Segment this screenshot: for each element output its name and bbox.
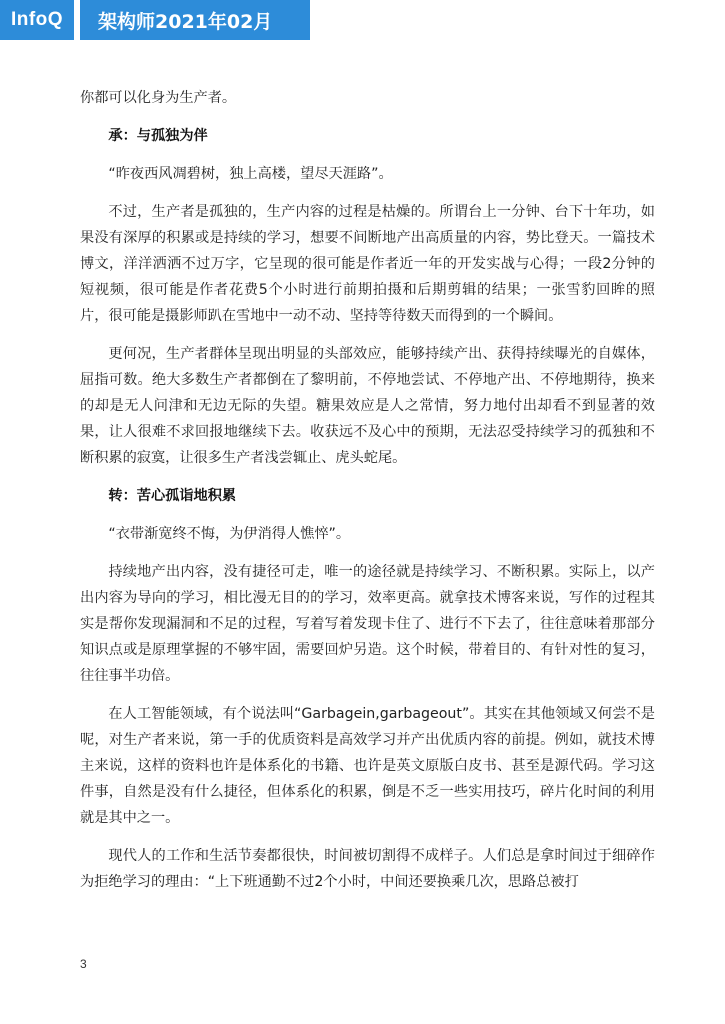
infoq-logo: InfoQ	[0, 0, 74, 40]
section-heading-1: 承：与孤独为伴	[108, 128, 208, 144]
section-quote-1: “昨夜西风凋碧树，独上高楼，望尽天涯路”。	[108, 166, 393, 182]
section-quote-2: “衣带渐宽终不悔，为伊消得人憔悴”。	[108, 526, 351, 542]
paragraph: 不过，生产者是孤独的，生产内容的过程是枯燥的。所谓台上一分钟、台下十年功，如果没有深厚的积累或是持续的学习，想要不间断地产出高质量的内容，势比登天。一篇技术博文，洋洋洒洒不过万字，它呈现的很可能是作者近一年的开发实战与心得；一段2分钟的短视频，很可能是作者花费5个小时进行前期拍摄和后期剪辑的结果；一张雪豹回眸的照片，很可能是摄影师趴在雪地中一动不动、坚持等待数天而得到的一个瞬间。	[80, 204, 655, 324]
issue-title: 架构师2021年02月	[80, 0, 310, 40]
article-body	[80, 85, 655, 907]
paragraph: 持续地产出内容，没有捷径可走，唯一的途径就是持续学习、不断积累。实际上，以产出内容为导向的学习，相比漫无目的的学习，效率更高。就拿技术博客来说，写作的过程其实是帮你发现漏洞和不足的过程，写着写着发现卡住了、进行不下去了，往往意味着那部分知识点或是原理掌握的不够牢固，需要回炉另造。这个时候，带着目的、有针对性的复习，往往事半功倍。	[80, 564, 655, 684]
page-number: 3	[80, 957, 87, 971]
paragraph: 更何况，生产者群体呈现出明显的头部效应，能够持续产出、获得持续曝光的自媒体，屈指可数。绝大多数生产者都倒在了黎明前，不停地尝试、不停地产出、不停地期待，换来的却是无人问津和无边无际的失望。糖果效应是人之常情，努力地付出却看不到显著的效果，让人很难不求回报地继续下去。收获远不及心中的预期，无法忍受持续学习的孤独和不断积累的寂寞，让很多生产者浅尝辄止、虎头蛇尾。	[80, 346, 655, 466]
section-heading-2: 转：苦心孤诣地积累	[108, 488, 237, 504]
paragraph: 现代人的工作和生活节奏都很快，时间被切割得不成样子。人们总是拿时间过于细碎作为拒绝学习的理由：“上下班通勤不过2个小时，中间还要换乘几次，思路总被打	[80, 848, 655, 890]
intro-paragraph: 你都可以化身为生产者。	[80, 90, 237, 106]
paragraph: 在人工智能领域，有个说法叫“Garbagein,garbageout”。其实在其他领域又何尝不是呢，对生产者来说，第一手的优质资料是高效学习并产出优质内容的前提。例如，就技术博主来说，这样的资料也许是体系化的书籍、也许是英文原版白皮书、甚至是源代码。学习这件事，自然是没有什么捷径，但体系化的积累，倒是不乏一些实用技巧，碎片化时间的利用就是其中之一。	[80, 706, 655, 826]
